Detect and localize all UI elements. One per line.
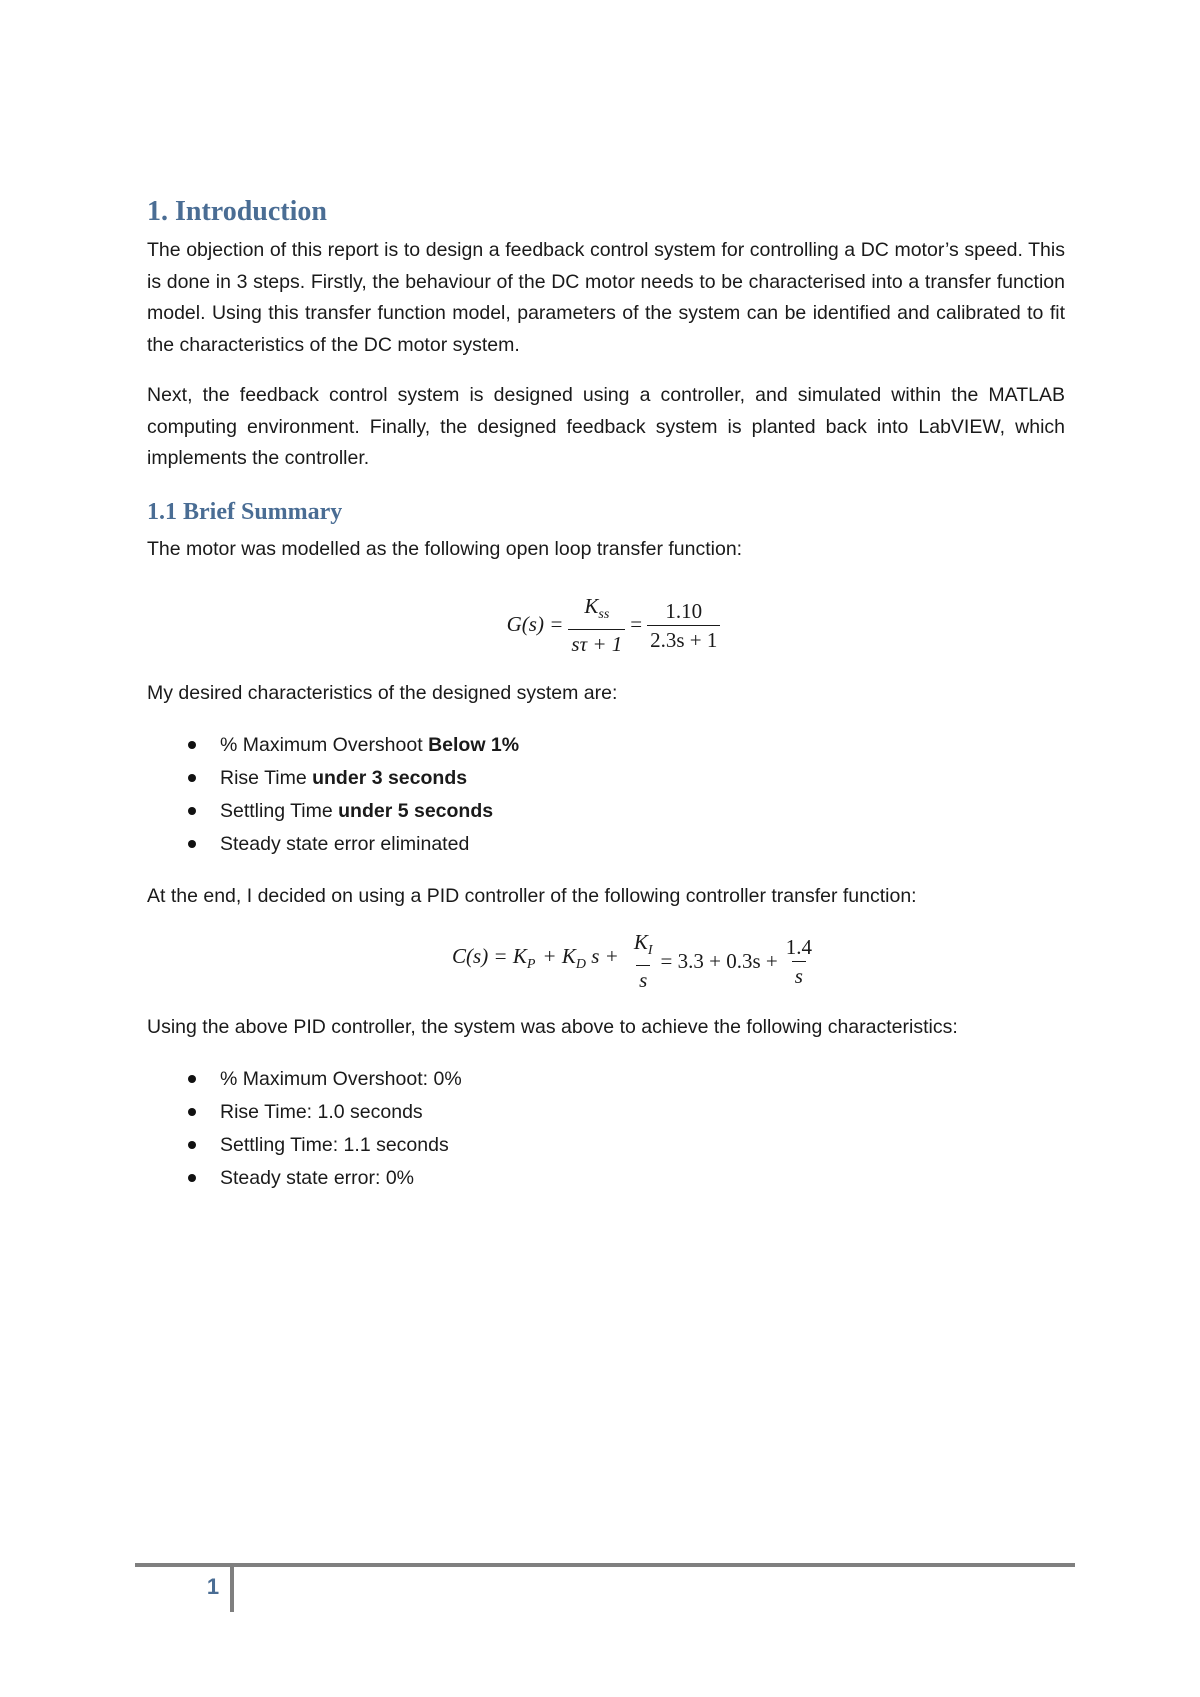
list-item: Steady state error eliminated: [188, 828, 1065, 861]
list-item: Steady state error: 0%: [188, 1162, 1065, 1195]
eq1-frac1-denominator: sτ + 1: [568, 629, 625, 658]
bullet-icon: [188, 741, 196, 749]
eq1-frac1-numerator: $K_{ss}$: [584, 594, 610, 623]
pid-intro: At the end, I decided on using a PID controller of the following controller transfer function:: [147, 884, 917, 907]
bullet-icon: [188, 1141, 196, 1149]
eq1-equals: =: [630, 612, 643, 637]
eq1-fraction-numeric: [647, 597, 720, 654]
eq2-frac1-denominator: s: [636, 965, 650, 994]
eq1-frac2-denominator: 2.3s + 1: [647, 625, 720, 654]
footer-vertical-divider: [230, 1567, 234, 1612]
eq2-kd-term: + $K_D$ s +: [542, 944, 619, 973]
section-heading-introduction: 1. Introduction: [147, 196, 327, 227]
list-item: % Maximum Overshoot Below 1%: [188, 729, 1065, 762]
eq2-lhs: $C(s) = K_P$: [452, 944, 536, 973]
list-item: Settling Time: 1.1 seconds: [188, 1129, 1065, 1162]
list-item: Rise Time: 1.0 seconds: [188, 1096, 1065, 1129]
intro-paragraph-2: Next, the feedback control system is designed using a controller, and simulated within the MATLAB computing environment. Finally, the designed feedback system is planted back into LabVIEW, which implements the controller.: [147, 384, 1065, 469]
achieved-characteristics-intro: Using the above PID controller, the system was above to achieve the following characteristics:: [147, 1016, 958, 1039]
bullet-icon: [188, 1108, 196, 1116]
page-number: 1: [206, 1574, 220, 1599]
bullet-icon: [188, 1174, 196, 1182]
eq2-fraction-symbolic: [631, 928, 656, 994]
summary-intro: The motor was modelled as the following open loop transfer function:: [147, 537, 743, 560]
list-item: Rise Time under 3 seconds: [188, 762, 1065, 795]
list-item: Settling Time under 5 seconds: [188, 795, 1065, 828]
eq1-frac2-numerator: 1.10: [665, 598, 703, 623]
footer-divider: [135, 1563, 1075, 1567]
desired-characteristics-list: [147, 729, 1065, 861]
eq2-frac2-numerator: 1.4: [785, 934, 812, 959]
plant-transfer-function-equation: [147, 592, 1065, 658]
eq2-frac1-numerator: $K_I$: [633, 930, 653, 959]
pid-controller-equation: [147, 928, 1065, 994]
eq2-frac2-denominator: s: [792, 961, 806, 990]
section-heading-brief-summary: 1.1 Brief Summary: [147, 498, 343, 525]
intro-paragraph-1: The objection of this report is to design a feedback control system for controlling a DC motor’s speed. This is done in 3 steps. Firstly, the behaviour of the DC motor needs to be characterised into a transfer function model. Using this transfer function model, parameters of the system can be identified and calibrated to fit the characteristics of the DC motor system.: [147, 239, 1065, 356]
bullet-icon: [188, 774, 196, 782]
list-item: % Maximum Overshoot: 0%: [188, 1063, 1065, 1096]
bullet-icon: [188, 840, 196, 848]
eq1-fraction-symbolic: [568, 592, 625, 658]
eq1-lhs: G(s) =: [506, 612, 564, 637]
bullet-icon: [188, 807, 196, 815]
bullet-icon: [188, 1075, 196, 1083]
desired-characteristics-intro: My desired characteristics of the designed system are:: [147, 682, 618, 705]
achieved-characteristics-list: [147, 1063, 1065, 1195]
eq2-fraction-numeric: [783, 933, 815, 990]
eq2-numeric-terms: = 3.3 + 0.3s +: [660, 948, 778, 973]
page-content: [147, 192, 1065, 1195]
